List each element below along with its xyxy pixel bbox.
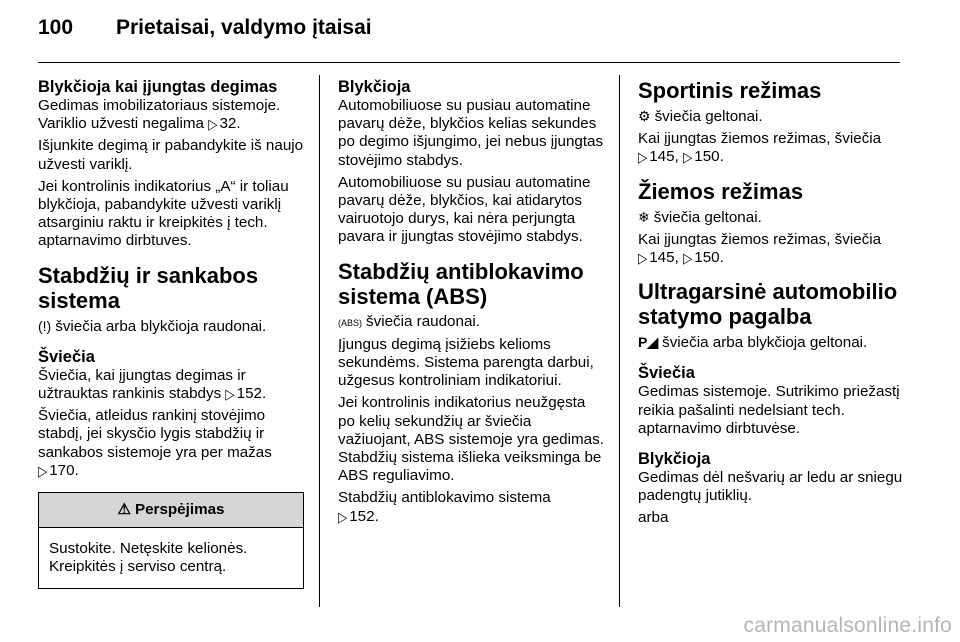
indicator-line (638, 208, 908, 227)
indicator-line (638, 333, 908, 352)
text: Kai įjungtas žiemos režimas, šviečia (638, 130, 882, 148)
paragraph: Išjunkite degimą ir pabandykite iš naujo užvesti variklį. (38, 137, 304, 173)
column-1 (38, 78, 306, 589)
paragraph (338, 489, 606, 525)
column-divider (319, 75, 320, 607)
column-divider (619, 75, 620, 607)
heading-sport-mode: Sportinis režimas (638, 78, 822, 103)
paragraph (638, 130, 908, 166)
arrow-ref-icon: ▷ (208, 115, 218, 133)
paragraph (38, 367, 306, 403)
arrow-ref-icon: ▷ (338, 508, 348, 526)
arrow-ref-icon: ▷ (683, 249, 693, 267)
page-header (38, 16, 372, 52)
heading-flash: Blykčioja (638, 450, 711, 469)
page-ref[interactable]: 145, (649, 249, 679, 267)
text: Stabdžių antiblokavimo sistema (338, 489, 551, 507)
arrow-ref-icon: ▷ (225, 385, 235, 403)
heading-winter-mode: Žiemos režimas (638, 178, 804, 204)
paragraph (638, 231, 908, 267)
park-assist-icon: P◢ (638, 334, 659, 351)
watermark: carmanualsonline.info (743, 614, 952, 637)
warning-text: Sustokite. Netęskite kelionės. Kreipkitės į serviso centrą. (49, 540, 248, 576)
heading-lights: Šviečia (38, 347, 95, 366)
paragraph (38, 407, 306, 480)
text: šviečia geltonai. (654, 108, 763, 125)
arrow-ref-icon: ▷ (683, 148, 693, 166)
text: Šviečia, atleidus rankinį stovėjimo stabdį, jei skysčio lygis stabdžių ir sankabos sistemoje yra per mažas (38, 407, 272, 461)
text: šviečia geltonai. (653, 208, 762, 226)
column-2 (338, 78, 606, 530)
page-ref[interactable]: 150. (694, 148, 724, 166)
paragraph: Automobiliuose su pusiau automatine pavarų dėže, blykčios, kai atidarytos vairuotojo durys, kai nėra perjungta pavara ir įjungtas stovėjimo stabdys. (338, 173, 591, 246)
heading-park-assist: Ultragarsinė automobilio statymo pagalba (638, 279, 898, 330)
text: šviečia raudonai. (366, 312, 480, 330)
warning-box (38, 492, 304, 589)
page-ref[interactable]: 145, (649, 148, 679, 166)
heading-abs: Stabdžių antiblokavimo sistema (ABS) (338, 258, 584, 309)
page-title: Prietaisai, valdymo įtaisai (116, 16, 372, 39)
text: Kai įjungtas žiemos režimas, šviečia (638, 230, 882, 248)
abs-icon: (ABS) (338, 317, 363, 328)
text: šviečia arba blykčioja raudonai. (55, 317, 267, 335)
header-divider (38, 62, 900, 63)
heading-lights: Šviečia (638, 364, 695, 383)
arrow-ref-icon: ▷ (38, 462, 48, 480)
page-number: 100 (38, 16, 74, 39)
text: Šviečia, kai įjungtas degimas ir užtrauktas rankinis stabdys (38, 366, 246, 403)
paragraph: Įjungus degimą įsižiebs kelioms sekundėms. Sistema parengta darbui, užgesus kontroliniam indikatoriui. (338, 335, 594, 390)
heading-brake-system: Stabdžių ir sankabos sistema (38, 262, 259, 313)
paragraph: Jei kontrolinis indikatorius neužgęsta po kelių sekundžių ar šviečia važiuojant, ABS sistemoje yra gedimas. Stabdžių sistema išlieka veiksminga be ABS reguliavimo. (338, 394, 604, 485)
heading-flash: Blykčioja (338, 78, 411, 96)
text: Gedimas imobilizatoriaus sistemoje. Variklio užvesti negalima (38, 97, 281, 133)
arrow-ref-icon: ▷ (638, 148, 648, 166)
paragraph: Jei kontrolinis indikatorius „A“ ir toliau blykčioja, pabandykite užvesti variklį atsarginiu raktu ir kreipkitės į tech. aptarnavimo dirbtuves. (38, 177, 289, 250)
warning-triangle-icon: ⚠ (117, 500, 131, 518)
indicator-line (338, 313, 606, 332)
text: šviečia arba blykčioja geltonai. (662, 334, 868, 352)
warning-title: Perspėjimas (134, 500, 225, 518)
heading-flash-ignition: Blykčioja kai įjungtas degimas (38, 78, 278, 96)
page-ref[interactable]: 150. (694, 249, 724, 267)
indicator-line (38, 317, 306, 336)
paragraph: Gedimas sistemoje. Sutrikimo priežastį reikia pašalinti nedelsiant tech. aptarnavimo dirbtuvėse. (638, 383, 900, 437)
brake-warning-icon: (!) (38, 317, 52, 334)
paragraph: arba (638, 509, 669, 527)
arrow-ref-icon: ▷ (638, 249, 648, 267)
paragraph: Automobiliuose su pusiau automatine pavarų dėže, blykčios kelias sekundes po degimo išjungimo, jei nebus įjungtas stovėjimo stabdys. (338, 97, 604, 169)
indicator-line (638, 107, 908, 126)
warning-header (39, 493, 303, 528)
snowflake-icon: ❄ (638, 208, 650, 225)
column-3 (638, 78, 908, 532)
page-ref[interactable]: 32. (219, 115, 241, 133)
paragraph (38, 97, 306, 133)
page-ref[interactable]: 152. (236, 385, 267, 403)
paragraph: Gedimas dėl nešvarių ar ledu ar sniegu padengtų jutiklių. (638, 469, 903, 505)
page-ref[interactable]: 152. (349, 507, 379, 525)
sport-mode-icon: ⚙ (638, 108, 651, 124)
page-ref[interactable]: 170. (49, 461, 79, 479)
